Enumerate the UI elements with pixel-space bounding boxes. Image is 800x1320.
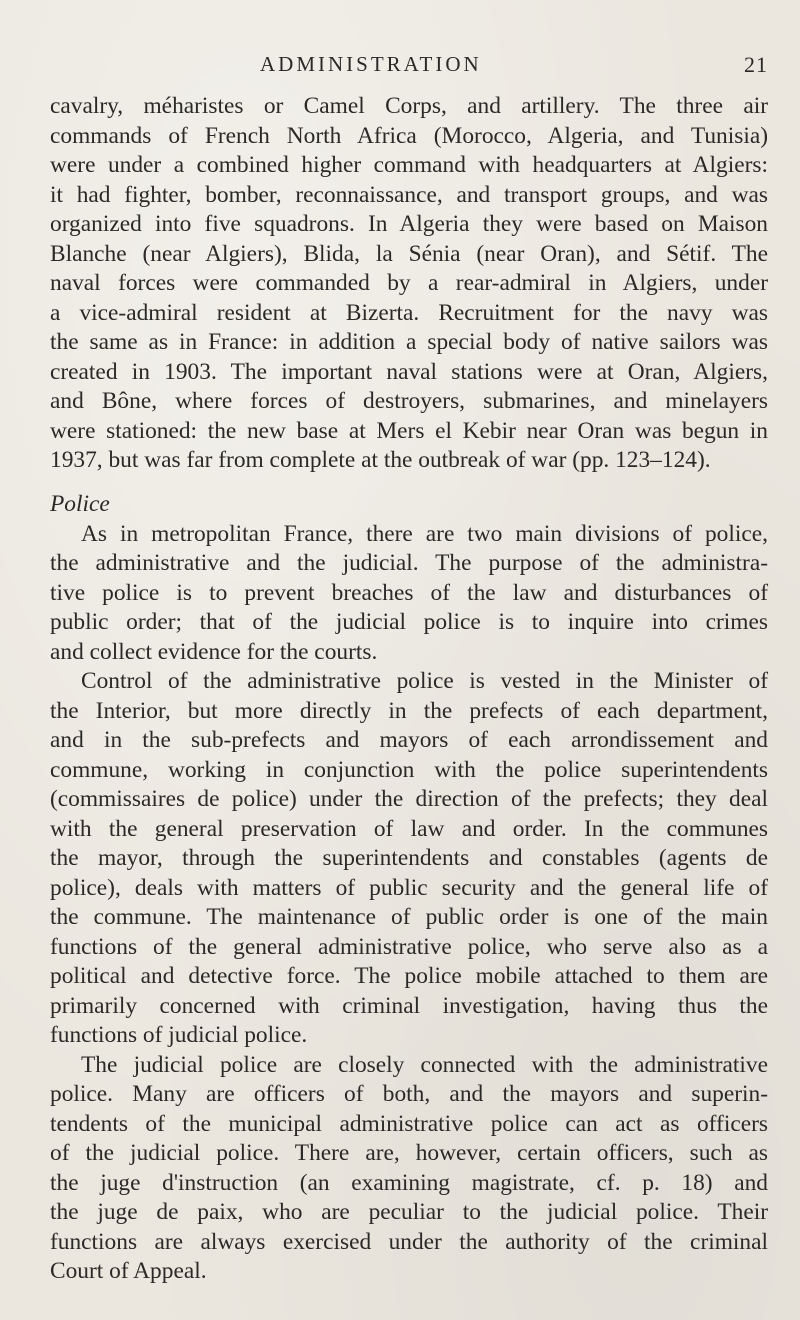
text-line: functions of judicial police. (50, 1022, 308, 1048)
text-line: the juge de paix, who are peculiar to the judicial police. Their (50, 1199, 768, 1225)
body-text (50, 92, 768, 1287)
text-line: functions are always exercised under the authority of the criminal (50, 1228, 768, 1255)
text-line: a vice-admiral resident at Bizerta. Recruitment for the navy was (50, 299, 768, 326)
text-line: created in 1903. The important naval stations were at Oran, Algiers, (50, 358, 768, 385)
section-heading-police: Police (50, 490, 110, 517)
text-line: the Interior, but more directly in the prefects of each department, (50, 697, 768, 724)
text-line: tendents of the municipal administrative police can act as officers (50, 1110, 768, 1137)
text-line: primarily concerned with criminal investigation, having thus the (50, 992, 768, 1019)
text-line: commands of French North Africa (Morocco, Algeria, and Tunisia) (50, 122, 768, 149)
text-line: functions of the general administrative police, who serve also as a (50, 933, 768, 960)
text-line: and in the sub-prefects and mayors of each arrondissement and (50, 727, 768, 753)
page-number: 21 (744, 52, 768, 77)
paragraph-air-naval-forces (50, 92, 768, 476)
text-line: the mayor, through the superintendents and constables (agents de (50, 845, 768, 871)
text-line: and Bône, where forces of destroyers, submarines, and minelayers (50, 388, 768, 414)
text-line: were under a combined higher command with headquarters at Algiers: (50, 152, 768, 178)
text-line: the same as in France: in addition a special body of native sailors was (50, 329, 768, 355)
text-line: political and detective force. The police mobile attached to them are (50, 963, 768, 989)
paragraph-judicial-police (50, 1051, 768, 1287)
text-line: police. Many are officers of both, and the mayors and superin- (50, 1081, 768, 1107)
text-line: the administrative and the judicial. The purpose of the administra- (50, 550, 768, 576)
text-line: organized into five squadrons. In Algeria they were based on Maison (50, 211, 768, 237)
text-line: it had fighter, bomber, reconnaissance, and transport groups, and was (50, 181, 768, 208)
text-line: cavalry, méharistes or Camel Corps, and artillery. The three air (50, 93, 768, 119)
text-line: naval forces were commanded by a rear-admiral in Algiers, under (50, 270, 768, 296)
text-line: Court of Appeal. (50, 1258, 207, 1284)
text-line: the juge d'instruction (an examining magistrate, cf. p. 18) and (50, 1169, 768, 1196)
text-line: Control of the administrative police is vested in the Minister of (81, 668, 768, 694)
text-line: tive police is to prevent breaches of the law and disturbances of (50, 579, 768, 606)
text-line: the commune. The maintenance of public order is one of the main (50, 904, 768, 930)
text-line: were stationed: the new base at Mers el Kebir near Oran was begun in (50, 417, 768, 444)
text-line: The judicial police are closely connected with the administrative (81, 1051, 768, 1078)
text-line: commune, working in conjunction with the police superintendents (50, 756, 768, 783)
text-line: As in metropolitan France, there are two main divisions of police, (81, 520, 768, 547)
running-head (50, 52, 768, 82)
text-line: police), deals with matters of public security and the general life of (50, 874, 768, 901)
text-line: public order; that of the judicial police is to inquire into crimes (50, 609, 768, 635)
paragraph-administrative-police (50, 667, 768, 1051)
text-line: 1937, but was far from complete at the outbreak of war (pp. 123–124). (50, 447, 711, 473)
text-line: of the judicial police. There are, however, certain officers, such as (50, 1140, 768, 1166)
text-line: Blanche (near Algiers), Blida, la Sénia (near Oran), and Sétif. The (50, 240, 768, 267)
text-line: with the general preservation of law and order. In the communes (50, 815, 768, 842)
text-line: and collect evidence for the courts. (50, 638, 378, 665)
text-line: (commissaires de police) under the direction of the prefects; they deal (50, 786, 768, 812)
paragraph-police-divisions (50, 520, 768, 668)
running-title: ADMINISTRATION (260, 52, 482, 76)
